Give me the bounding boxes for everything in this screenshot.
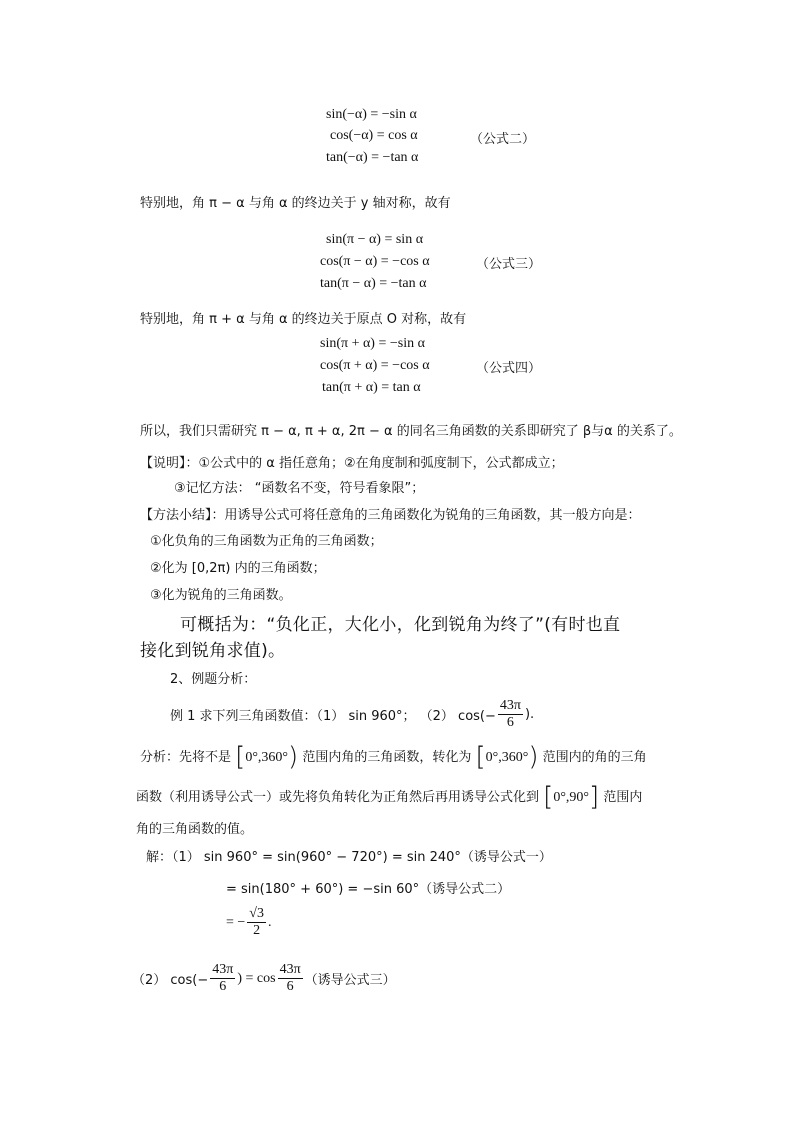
analysis-range2: 0°,360° — [485, 750, 529, 765]
summary-line2: 接化到锐角求值)。 — [140, 641, 286, 661]
solution-line3-suffix: . — [267, 914, 272, 930]
solution-frac2-num: 43π — [279, 962, 301, 977]
analysis-range1: 0°,360° — [245, 750, 289, 765]
formula2-label: （公式二） — [470, 132, 536, 147]
analysis-part1: 分析：先将不是 — [140, 750, 232, 765]
right-paren-icon: ) — [288, 742, 299, 772]
formula4-line2: cos(π + α) = −cos α — [320, 358, 430, 373]
solution-line4-mid: ) = cos — [237, 970, 276, 986]
solution-line3-prefix: = − — [226, 914, 246, 930]
analysis-part4: 函数（利用诱导公式一）或先将负角转化为正角然后再用诱导公式化到 — [136, 790, 540, 805]
solution-frac2 — [278, 962, 303, 995]
analysis-part6: 角的三角函数的值。 — [136, 822, 254, 837]
solution-line4 — [132, 962, 396, 995]
example1-frac-den: 6 — [506, 715, 514, 730]
example1-fraction — [498, 698, 523, 731]
left-bracket-icon: [ — [235, 742, 246, 772]
method-step2: ②化为 [0,2π) 内的三角函数； — [150, 561, 326, 576]
method-line1: 【方法小结】：用诱导公式可将任意角的三角函数化为锐角的三角函数，其一般方向是： — [140, 508, 641, 523]
summary-line1: 可概括为：“负化正，大化小，化到锐角为终了”(有时也直 — [180, 615, 621, 635]
right-bracket-icon: ] — [589, 782, 600, 812]
solution-sqrt-fraction — [247, 906, 266, 939]
solution-sqrt-den: 2 — [253, 923, 261, 938]
formula4-line1: sin(π + α) = −sin α — [320, 336, 425, 351]
formula3-line2: cos(π − α) = −cos α — [320, 254, 430, 269]
analysis-part3: 范围内的角的三角 — [542, 750, 647, 765]
example1-suffix: ). — [524, 707, 535, 722]
analysis-range3: 0°,90° — [553, 790, 590, 805]
formula3-line3: tan(π − α) = −tan α — [320, 276, 427, 291]
special-case-pi-minus: 特别地，角 π − α 与角 α 的终边关于 y 轴对称，故有 — [140, 196, 451, 211]
example1 — [170, 698, 534, 731]
solution-sqrt-num: √3 — [249, 906, 264, 921]
formula4-line3: tan(π + α) = tan α — [322, 380, 421, 395]
solution-frac1 — [210, 962, 235, 995]
solution-line3 — [226, 906, 271, 939]
conclusion-text: 所以，我们只需研究 π − α, π + α, 2π − α 的同名三角函数的关系即研究了 β与α 的关系了。 — [140, 424, 682, 439]
left-bracket-icon: [ — [475, 742, 486, 772]
solution-line4-suffix: （诱导公式三） — [304, 973, 396, 988]
analysis-line1 — [140, 742, 647, 772]
formula4-label: （公式四） — [476, 361, 542, 376]
solution-frac1-den: 6 — [219, 979, 227, 994]
formula3-line1: sin(π − α) = sin α — [326, 232, 424, 247]
section-heading: 2、例题分析： — [170, 672, 257, 687]
formula2-line1: sin(−α) = −sin α — [326, 107, 417, 122]
solution-frac2-den: 6 — [286, 979, 294, 994]
method-step1: ①化负角的三角函数为正角的三角函数； — [150, 534, 383, 549]
analysis-part2: 范围内角的三角函数，转化为 — [302, 750, 472, 765]
analysis-part5: 范围内 — [603, 790, 643, 805]
solution-line2: = sin(180° + 60°) = −sin 60°（诱导公式二） — [226, 882, 511, 897]
solution-line1: 解：（1） sin 960° = sin(960° − 720°) = sin 240°（诱导公式一） — [146, 850, 552, 865]
method-step3: ③化为锐角的三角函数。 — [150, 588, 292, 603]
formula3-label: （公式三） — [476, 257, 542, 272]
analysis-line2 — [136, 782, 642, 812]
note-line1: 【说明】：①公式中的 α 指任意角；②在角度制和弧度制下，公式都成立； — [140, 456, 564, 471]
right-paren-icon: ) — [528, 742, 539, 772]
formula2-line2: cos(−α) = cos α — [330, 128, 418, 143]
solution-frac1-num: 43π — [212, 962, 234, 977]
note-line2: ③记忆方法： “函数名不变，符号看象限”； — [174, 481, 425, 496]
special-case-pi-plus: 特别地，角 π + α 与角 α 的终边关于原点 O 对称，故有 — [140, 312, 467, 327]
formula2-line3: tan(−α) = −tan α — [326, 150, 419, 165]
solution-line4-prefix: （2） cos(− — [132, 973, 209, 988]
example1-prefix: 例 1 求下列三角函数值：（1） sin 960°； （2） cos(− — [170, 709, 496, 724]
left-bracket-icon: [ — [543, 782, 554, 812]
example1-frac-num: 43π — [499, 698, 521, 713]
